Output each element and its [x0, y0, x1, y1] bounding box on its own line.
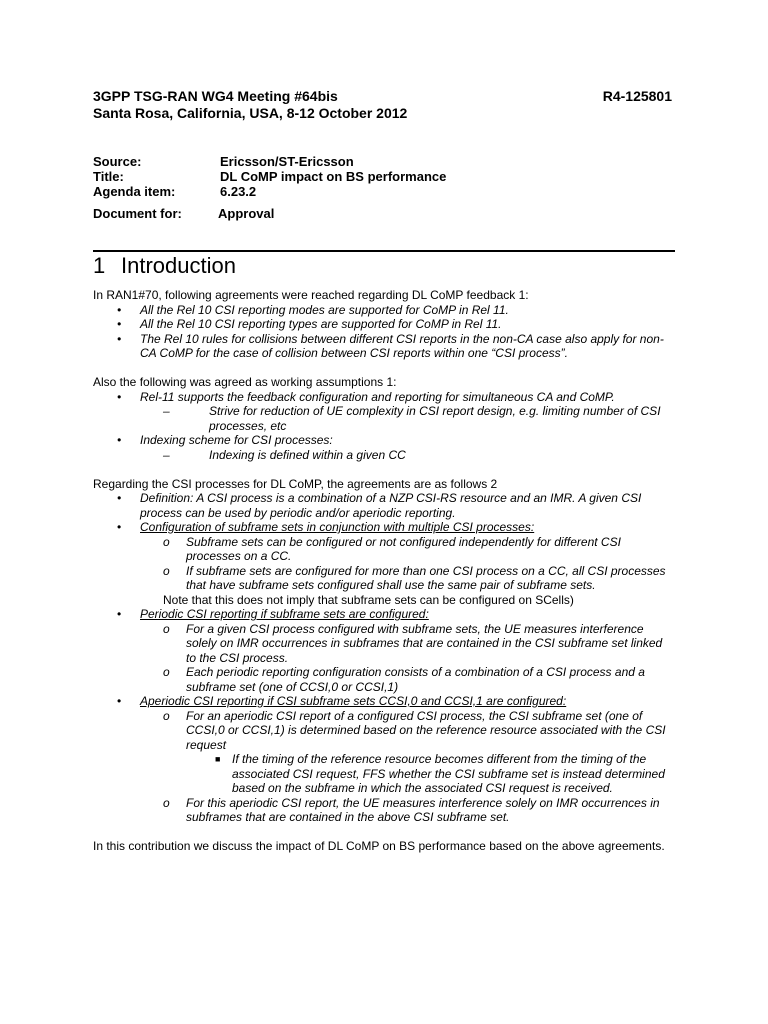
- list-item-text: Subframe sets can be configured or not configured independently for different CSI processes on a CC.: [186, 534, 621, 563]
- list-item-text: The Rel 10 rules for collisions between different CSI reports in the non-CA case also apply for non-CA CoMP for the case of collision between CSI reports within one “CSI process”.: [140, 331, 664, 360]
- sub-sub-list-item: [93, 752, 675, 796]
- list-item-text: All the Rel 10 CSI reporting modes are supported for CoMP in Rel 11.: [140, 302, 509, 317]
- sub-list-item: [93, 709, 675, 753]
- bullet-icon: •: [117, 433, 122, 447]
- list-item: [93, 390, 675, 405]
- note-text: Note that this does not imply that subframe sets can be configured on SCells): [163, 592, 574, 607]
- list-item-text: For this aperiodic CSI report, the UE measures interference solely on IMR occurrences in subframes that are contained in the above CSI subframe set.: [186, 795, 660, 824]
- dash-icon: –: [163, 404, 170, 418]
- bullet-icon: •: [117, 607, 122, 621]
- paragraph-csi-processes: Regarding the CSI processes for DL CoMP, the agreements are as follows 2: [93, 476, 498, 491]
- sub-list-item: [93, 796, 675, 825]
- section-heading: [93, 253, 236, 279]
- list-item: [93, 303, 675, 318]
- circle-icon: o: [163, 534, 170, 549]
- paragraph-contribution: In this contribution we discuss the impact of DL CoMP on BS performance based on the above agreements.: [93, 839, 665, 853]
- dash-icon: –: [163, 447, 170, 462]
- list-item: [93, 694, 675, 709]
- list-item-text: Indexing scheme for CSI processes:: [140, 433, 333, 447]
- document-for-label: Document for:: [93, 206, 182, 221]
- list-item-text: For an aperiodic CSI report of a configured CSI process, the CSI subframe set (one of CCSI,0 or CCSI,1) is determined based on the reference resource associated with the CSI request: [186, 708, 666, 752]
- circle-icon: o: [163, 665, 170, 679]
- meeting-location: Santa Rosa, California, USA, 8-12 October 2012: [93, 105, 408, 121]
- paragraph-ran1-agreements: In RAN1#70, following agreements were reached regarding DL CoMP feedback 1:: [93, 288, 529, 302]
- sub-list-item: [93, 404, 675, 433]
- sub-list-item: [93, 535, 675, 564]
- circle-icon: o: [163, 795, 170, 810]
- document-for-value: Approval: [218, 206, 275, 221]
- source-value: Ericsson/ST-Ericsson: [220, 154, 354, 169]
- list-item: [93, 433, 675, 448]
- sub-list-item: [93, 665, 675, 694]
- list-item-text: Rel-11 supports the feedback configuration and reporting for simultaneous CA and CoMP.: [140, 389, 615, 404]
- bullet-icon: •: [117, 694, 122, 708]
- list-item-text: Periodic CSI reporting if subframe sets are configured:: [140, 607, 429, 621]
- list-item-text: Aperiodic CSI reporting if CSI subframe sets CCSI,0 and CCSI,1 are configured:: [140, 694, 567, 708]
- document-number: R4-125801: [602, 88, 672, 104]
- list-item-text: All the Rel 10 CSI reporting types are supported for CoMP in Rel 11.: [140, 317, 502, 331]
- list-item-text: Strive for reduction of UE complexity in CSI report design, e.g. limiting number of CSI processes, etc: [209, 404, 661, 433]
- paragraph-working-assumptions: Also the following was agreed as working assumptions 1:: [93, 375, 397, 389]
- list-item-text: If subframe sets are configured for more than one CSI process on a CC, all CSI processes that have subframe sets configured shall use the same pair of subframe sets.: [186, 563, 666, 592]
- list-item: [93, 491, 675, 520]
- list-item: [93, 520, 675, 535]
- document-body: [93, 288, 675, 854]
- sub-list-item: [93, 564, 675, 593]
- list-item: [93, 317, 675, 332]
- square-bullet-icon: ■: [215, 754, 221, 764]
- sub-list-item: [93, 622, 675, 666]
- list-item-text: For a given CSI process configured with subframe sets, the UE measures interference solely on IMR occurrences in subframes that are contained in the CSI subframe set linked to the CSI process.: [186, 621, 663, 665]
- sub-list-item: [93, 448, 675, 463]
- bullet-icon: •: [117, 491, 122, 505]
- section-number: 1: [93, 253, 106, 278]
- list-item: [93, 332, 675, 361]
- list-item-text: Indexing is defined within a given CC: [209, 447, 406, 462]
- title-label: Title:: [93, 169, 124, 184]
- bullet-icon: •: [117, 302, 122, 317]
- list-item-text: If the timing of the reference resource becomes different from the timing of the associated CSI request, FFS whether the CSI subframe set is instead determined based on the subframe in which the associated CSI request is received.: [232, 752, 665, 795]
- circle-icon: o: [163, 563, 170, 578]
- circle-icon: o: [163, 708, 170, 723]
- list-item-text: Each periodic reporting configuration consists of a combination of a CSI process and a subframe set (one of CCSI,0 or CCSI,1): [186, 665, 645, 694]
- section-title: Introduction: [121, 253, 236, 278]
- section-divider: [93, 250, 675, 252]
- circle-icon: o: [163, 621, 170, 636]
- title-value: DL CoMP impact on BS performance: [220, 169, 447, 184]
- agenda-label: Agenda item:: [93, 184, 176, 199]
- bullet-icon: •: [117, 317, 122, 331]
- source-label: Source:: [93, 154, 142, 169]
- bullet-icon: •: [117, 331, 122, 346]
- bullet-icon: •: [117, 520, 122, 534]
- list-item-text: Definition: A CSI process is a combination of a NZP CSI-RS resource and an IMR. A given CSI process can be used by periodic and/or aperiodic reporting.: [140, 491, 642, 520]
- bullet-icon: •: [117, 389, 122, 404]
- list-item: [93, 607, 675, 622]
- meeting-title: 3GPP TSG-RAN WG4 Meeting #64bis: [93, 88, 338, 104]
- agenda-value: 6.23.2: [220, 184, 257, 199]
- list-item-text: Configuration of subframe sets in conjunction with multiple CSI processes:: [140, 520, 535, 534]
